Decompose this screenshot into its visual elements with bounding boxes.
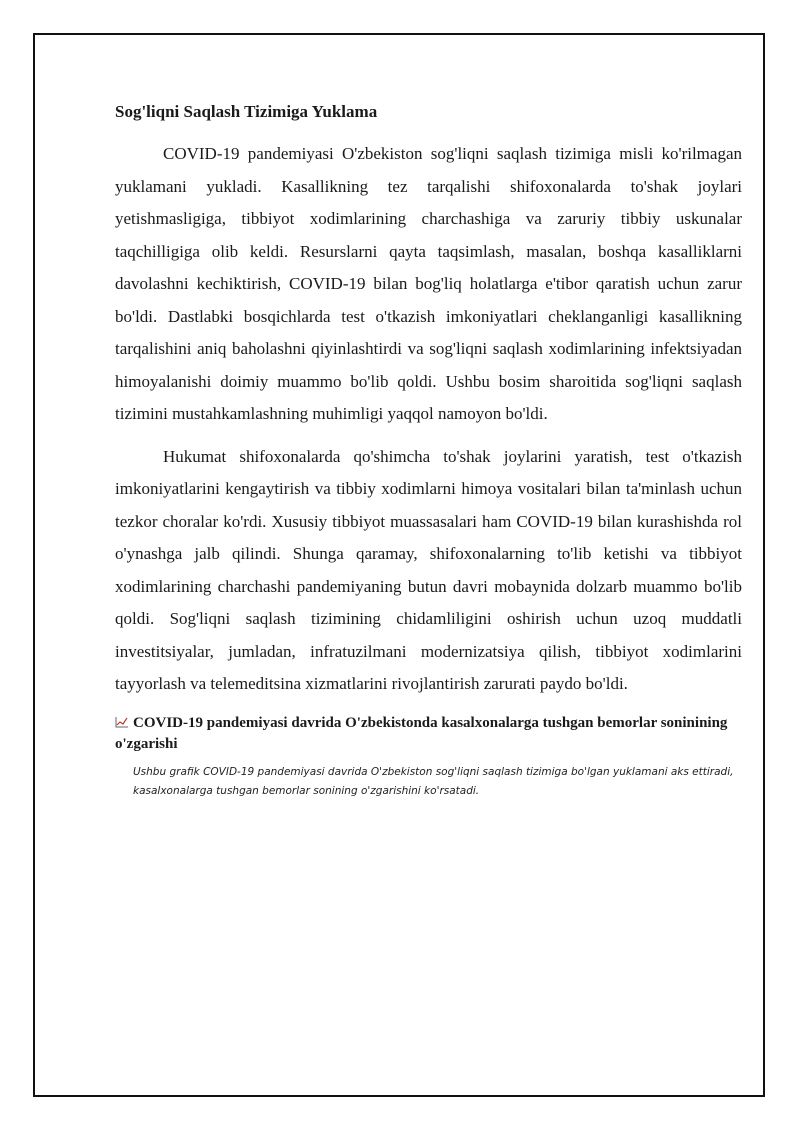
chart-increasing-icon [115,716,129,728]
figure-title [115,713,742,755]
section-heading: Sog'liqni Saqlash Tizimiga Yuklama [115,102,378,121]
figure-caption: Ushbu grafik COVID-19 pandemiyasi davrida O'zbekiston sog'liqni saqlash tizimiga bo'lgan yuklamani aks ettiradi, kasalxonalarga tushgan bemorlar sonining o'zgarishini ko'rsatadi. [133,765,734,797]
document-content [115,100,742,801]
paragraph-2: Hukumat shifoxonalarda qo'shimcha to'shak joylarini yaratish, test o'tkazish imkoniyatlarini kengaytirish va tibbiy xodimlarni himoya vositalari bilan ta'minlash uchun tezkor choralar ko'rdi. Xususiy tibbiyot muassasalari ham COVID-19 bilan kurashishda rol o'ynashga jalb qilindi. Shunga qaramay, shifoxonalarning to'lib ketishi va tibbiyot xodimlarining charchashi pandemiyaning butun davri mobaynida dolzarb muammo bo'lib qoldi. Sog'liqni saqlash tizimining chidamliligini oshirish uchun uzoq muddatli investitsiyalar, jumladan, infratuzilmani modernizatsiya qilish, tibbiyot xodimlarini tayyorlash va telemeditsina xizmatlarini rivojlantirish zarurati paydo bo'ldi. [115,446,742,693]
figure-title-text: COVID-19 pandemiyasi davrida O'zbekistonda kasalxonalarga tushgan bemorlar soninining o'zgarishi [115,714,728,752]
paragraph-1: COVID-19 pandemiyasi O'zbekiston sog'liqni saqlash tizimiga misli ko'rilmagan yuklamani yukladi. Kasallikning tez tarqalishi shifoxonalarda to'shak joylari yetishmasligiga, tibbiyot xodimlarining charchashiga va zaruriy tibbiy uskunalar taqchilligiga olib keldi. Resurslarni qayta taqsimlash, masalan, boshqa kasalliklarni davolashni kechiktirish, COVID-19 bilan bog'liq holatlarga e'tibor qaratish uchun zarur bo'ldi. Dastlabki bosqichlarda test o'tkazish imkoniyatlari cheklanganligi kasallikning tarqalishini aniq baholashni qiyinlashtirdi va sog'liqni saqlash xodimlarining infektsiyadan himoyalanishi doimiy muammo bo'lib qoldi. Ushbu bosim sharoitida sog'liqni saqlash tizimini mustahkamlashning muhimligi yaqqol namoyon bo'ldi. [115,144,742,423]
